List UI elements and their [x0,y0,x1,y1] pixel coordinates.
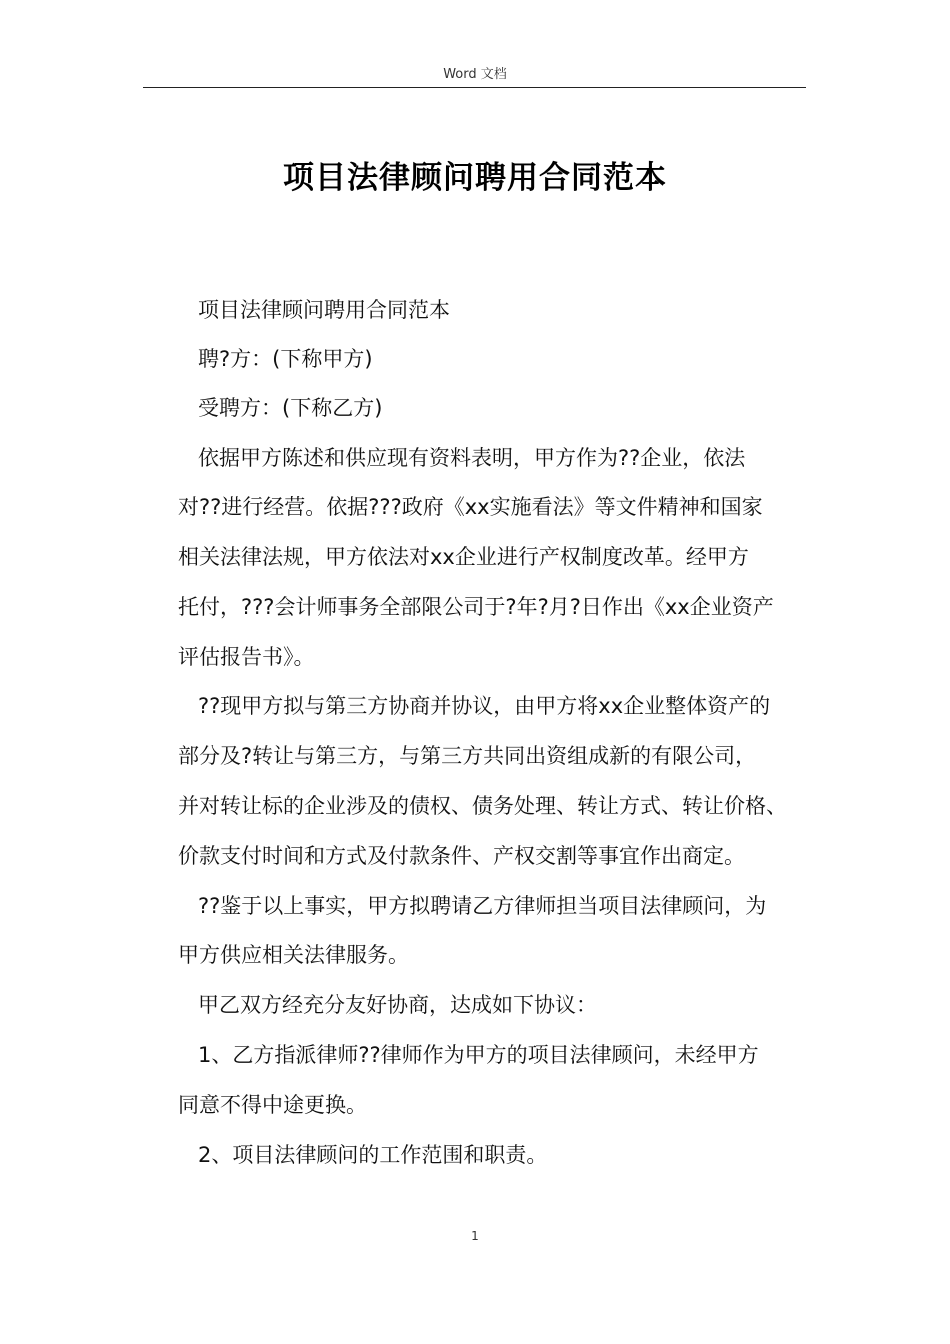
header-rule [143,87,806,88]
body-line: 2、项目法律顾问的工作范围和职责。 [198,1143,548,1167]
body-line: 价款支付时间和方式及付款条件、产权交割等事宜作出商定。 [178,844,745,868]
body-line: 评估报告书》。 [178,645,315,669]
body-line: 1、乙方指派律师??律师作为甲方的项目法律顾问，未经甲方 [198,1043,759,1067]
body-line: 项目法律顾问聘用合同范本 [198,298,450,322]
body-line: 甲乙双方经充分友好协商，达成如下协议： [198,993,597,1017]
body-line: 相关法律法规，甲方依法对xx企业进行产权制度改革。经甲方 [178,545,749,569]
body-line: 聘?方：(下称甲方) [198,347,373,371]
body-line: ??现甲方拟与第三方协商并协议，由甲方将xx企业整体资产的 [198,694,771,718]
body-line: 对??进行经营。依据???政府《xx实施看法》等文件精神和国家 [178,495,763,519]
body-line: 并对转让标的企业涉及的债权、债务处理、转让方式、转让价格、 [178,794,787,818]
body-line: 同意不得中途更换。 [178,1093,367,1117]
body-line: 受聘方：(下称乙方) [198,396,383,420]
page-number: 1 [471,1229,479,1243]
body-line: 甲方供应相关法律服务。 [178,943,409,967]
document-title: 项目法律顾问聘用合同范本 [283,160,667,196]
header-label: Word 文档 [443,67,507,82]
body-line: 托付，???会计师事务全部限公司于?年?月?日作出《xx企业资产 [178,595,774,619]
body-line: ??鉴于以上事实，甲方拟聘请乙方律师担当项目法律顾问，为 [198,894,767,918]
body-line: 依据甲方陈述和供应现有资料表明，甲方作为??企业，依法 [198,446,746,470]
body-line: 部分及?转让与第三方，与第三方共同出资组成新的有限公司， [178,744,757,768]
